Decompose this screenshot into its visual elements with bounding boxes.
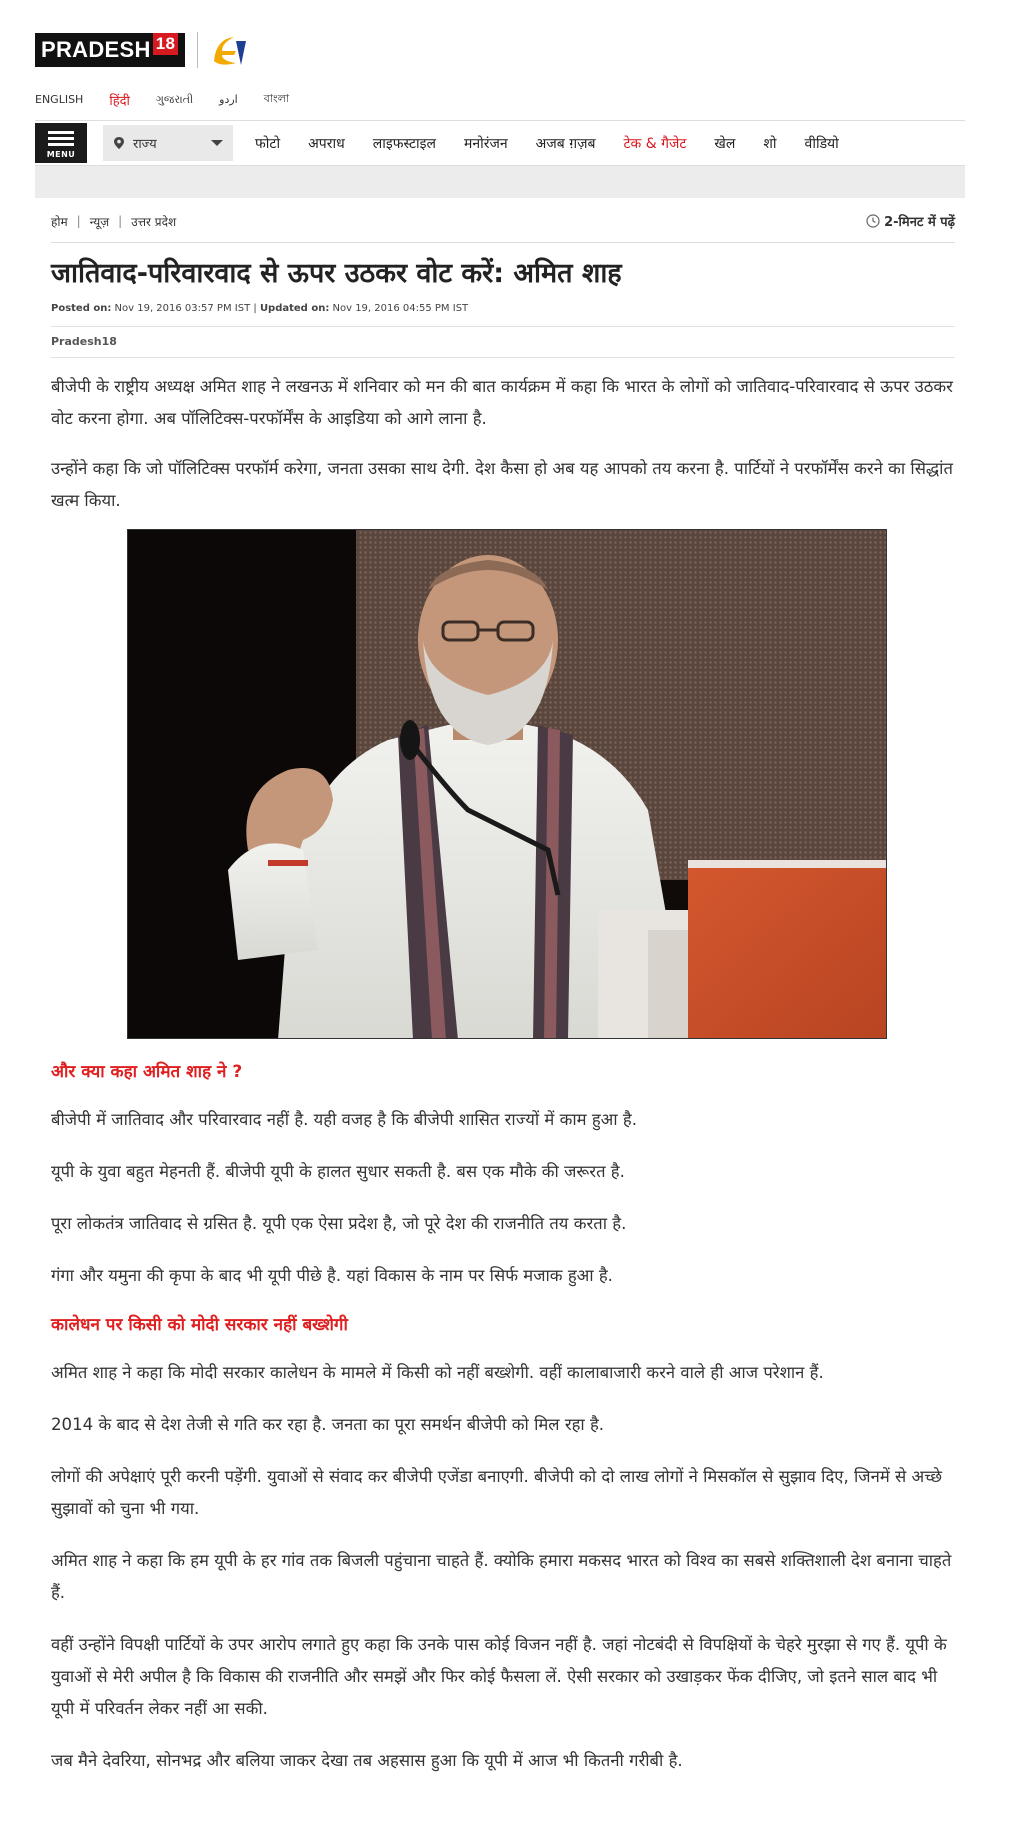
updated-label: Updated on: xyxy=(259,303,330,314)
divider xyxy=(51,242,955,243)
article-paragraph: गंगा और यमुना की कृपा के बाद भी यूपी पीछे है. यहां विकास के नाम पर सिर्फ मजाक हुआ है. xyxy=(51,1266,613,1285)
article-paragraph: अमित शाह ने कहा कि हम यूपी के हर गांव तक बिजली पहुंचाना चाहते हैं. क्योकि हमारा मकसद भारत को विश्व का सबसे शक्तिशाली देश बनाना चाहते हैं. xyxy=(51,1551,952,1602)
nav-item-lifestyle[interactable]: लाइफस्टाइल xyxy=(372,135,437,152)
article-paragraph: अमित शाह ने कहा कि मोदी सरकार कालेधन के मामले में किसी को नहीं बख्शेगी. वहीं कालाबाजारी करने वाले ही आज परेशान हैं. xyxy=(51,1363,824,1382)
state-dropdown[interactable] xyxy=(103,125,233,161)
posted-label: Posted on: xyxy=(51,303,112,314)
lang-bangla[interactable]: বাংলা xyxy=(263,92,290,105)
location-pin-icon xyxy=(113,137,125,149)
breadcrumb-news[interactable]: न्यूज़ xyxy=(89,214,110,229)
nav-item-shows[interactable]: शो xyxy=(763,135,777,152)
breadcrumb-state[interactable]: उत्तर प्रदेश xyxy=(131,214,177,229)
divider xyxy=(51,357,955,358)
etv-logo[interactable] xyxy=(210,31,250,69)
lang-hindi[interactable]: हिंदी xyxy=(109,93,130,109)
posted-date: Nov 19, 2016 03:57 PM IST xyxy=(114,303,251,314)
article-paragraph: 2014 के बाद से देश तेजी से गति कर रहा है. जनता का पूरा समर्थन बीजेपी को मिल रहा है. xyxy=(51,1415,605,1434)
read-time-text: 2-मिनट में पढ़ें xyxy=(884,215,955,230)
logo-divider xyxy=(197,32,198,68)
site-logo-row xyxy=(35,28,250,72)
article-paragraph: बीजेपी में जातिवाद और परिवारवाद नहीं है. यही वजह है कि बीजेपी शासित राज्यों में काम हुआ है. xyxy=(51,1110,637,1129)
main-nav xyxy=(35,120,965,166)
etv-logo-mark xyxy=(210,31,250,69)
article-photo xyxy=(127,529,887,1039)
nav-item-tech-gadget[interactable]: टेक & गैजेट xyxy=(623,135,687,152)
language-switcher xyxy=(35,90,289,109)
chevron-down-icon xyxy=(211,140,223,146)
speaker-photo xyxy=(128,530,887,1039)
lang-english[interactable]: ENGLISH xyxy=(35,93,84,106)
breadcrumb xyxy=(51,210,955,232)
nav-item-entertainment[interactable]: मनोरंजन xyxy=(464,135,508,152)
updated-date: Nov 19, 2016 04:55 PM IST xyxy=(332,303,469,314)
meta-separator: | xyxy=(253,303,260,314)
article-meta xyxy=(51,303,955,314)
breadcrumb-separator: | xyxy=(118,214,123,228)
logo-main-text: PRADESH xyxy=(41,37,151,62)
state-dropdown-value: राज्य xyxy=(133,137,157,152)
menu-button[interactable] xyxy=(35,123,87,163)
article-headline: जातिवाद-परिवारवाद से ऊपर उठकर वोट करें: अमित शाह xyxy=(51,258,622,289)
lang-urdu[interactable]: اردو xyxy=(219,93,238,106)
article-paragraph: लोगों की अपेक्षाएं पूरी करनी पड़ेंगी. युवाओं से संवाद कर बीजेपी एजेंडा बनाएगी. बीजेपी को दो लाख लोगों ने मिसकॉल से सुझाव दिए, जिनमें से अच्छे सुझावों को चुना भी गया. xyxy=(51,1467,942,1518)
section-heading: और क्या कहा अमित शाह ने ? xyxy=(51,1062,243,1082)
menu-label: MENU xyxy=(46,149,76,159)
article-paragraph: उन्होंने कहा कि जो पॉलिटिक्स परफॉर्म करेगा, जनता उसका साथ देगी. देश कैसा हो अब यह आपको तय करना है. पार्टियों ने परफॉर्मेंस करने का सिद्धांत खत्म किया. xyxy=(51,459,953,510)
nav-item-video[interactable]: वीडियो xyxy=(804,135,839,152)
breadcrumb-home[interactable]: होम xyxy=(51,214,68,229)
article-paragraph: वहीं उन्होंने विपक्षी पार्टियों के उपर आरोप लगाते हुए कहा कि उनके पास कोई विजन नहीं है. जहां नोटबंदी से विपक्षियों के चेहरे मुरझा से गए हैं. यूपी के युवाओं से मेरी अपील है कि विकास की राजनीति और समझें और फिर कोई फैसला लें. ऐसी सरकार को उखाड़कर फेंक दीजिए, जो इतने साल बाद भी यूपी में परिवर्तन लेकर नहीं आ सकी. xyxy=(51,1635,947,1718)
breadcrumb-separator: | xyxy=(76,214,81,228)
nav-item-sports[interactable]: खेल xyxy=(714,135,736,152)
divider xyxy=(51,326,955,327)
article-paragraph: जब मैने देवरिया, सोनभद्र और बलिया जाकर देखा तब अहसास हुआ कि यूपी में आज भी कितनी गरीबी है. xyxy=(51,1751,683,1770)
article-paragraph: यूपी के युवा बहुत मेहनती हैं. बीजेपी यूपी के हालत सुधार सकती है. बस एक मौके की जरूरत है. xyxy=(51,1162,625,1181)
ad-strip xyxy=(35,166,965,198)
article-paragraph: पूरा लोकतंत्र जातिवाद से ग्रसित है. यूपी एक ऐसा प्रदेश है, जो पूरे देश की राजनीति तय करता है. xyxy=(51,1214,627,1233)
article-paragraph: बीजेपी के राष्ट्रीय अध्यक्ष अमित शाह ने लखनऊ में शनिवार को मन की बात कार्यक्रम में कहा कि भारत के लोगों को जातिवाद-परिवारवाद से ऊपर उठकर वोट करना होगा. अब पॉलिटिक्स-परफॉर्मेंस के आइडिया को आगे लाना है. xyxy=(51,377,953,428)
lang-gujarati[interactable]: ગુજરાતી xyxy=(155,92,194,106)
article-author[interactable]: Pradesh18 xyxy=(51,335,117,348)
read-time xyxy=(866,212,955,230)
article xyxy=(51,210,955,1777)
nav-item-crime[interactable]: अपराध xyxy=(308,135,345,152)
section-heading: कालेधन पर किसी को मोदी सरकार नहीं बख्शेगी xyxy=(51,1315,348,1335)
clock-icon xyxy=(866,214,880,228)
hamburger-icon xyxy=(48,128,74,149)
logo-number: 18 xyxy=(153,33,179,55)
pradesh18-logo[interactable] xyxy=(35,33,185,67)
nav-item-ajab-gajab[interactable]: अजब ग़ज़ब xyxy=(535,135,596,152)
nav-item-photo[interactable]: फोटो xyxy=(255,135,281,152)
